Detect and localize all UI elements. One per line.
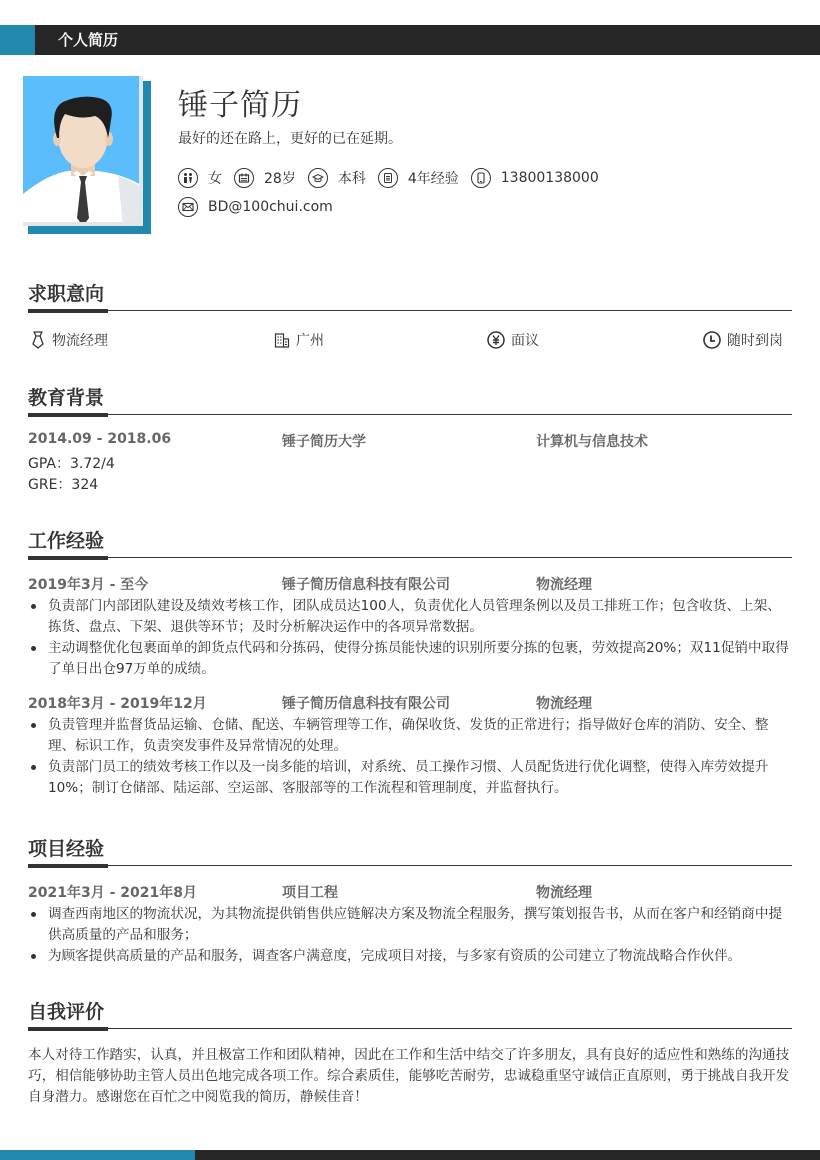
education-major: 计算机与信息技术 (536, 434, 648, 450)
age-value: 28岁 (264, 171, 296, 187)
list-item: 调查西南地区的物流状况，为其物流提供销售供应链解决方案及物流全程服务，撰写策划报告书，从而在客户和经销商中提供高质量的产品和服务； (28, 904, 792, 946)
section-title: 教育背景 (28, 387, 105, 409)
intent-salary: 面议 (487, 330, 539, 350)
section-header (28, 281, 792, 311)
document-icon (378, 168, 398, 188)
job-intent-row (28, 330, 792, 350)
experience-item (378, 168, 459, 188)
footer-bar (0, 1150, 820, 1160)
phone-item (471, 168, 599, 188)
gender-icon (178, 168, 198, 188)
experience-value: 4年经验 (407, 171, 459, 187)
project-bullets (28, 904, 792, 967)
list-item: 负责部门内部团队建设及绩效考核工作，团队成员达100人，负责优化人员管理条例以及员工排班工作；包含收货、上架、拣货、盘点、下架、退供等环节；及时分析解决运作中的各项异常数据。 (28, 596, 792, 638)
list-item: 主动调整优化包裹面单的卸货点代码和分拣码，使得分拣员能快速的识别所要分拣的包裹，劳效提高20%；双11促销中取得了单日出仓97万单的成绩。 (28, 638, 792, 680)
project-name: 项目工程 (282, 885, 338, 901)
intent-position: 物流经理 (30, 330, 108, 350)
job-role: 物流经理 (536, 577, 592, 593)
project-period: 2021年3月 - 2021年8月 (28, 885, 197, 901)
section-title: 项目经验 (28, 838, 105, 860)
section-job-intent (28, 281, 792, 311)
tie-icon (30, 331, 46, 349)
profile-info-row (178, 168, 611, 188)
section-self-eval (28, 999, 792, 1108)
job-period: 2018年3月 - 2019年12月 (28, 696, 207, 712)
yuan-icon (487, 331, 505, 349)
header-title: 个人简历 (58, 31, 119, 49)
list-item: 负责部门员工的绩效考核工作以及一岗多能的培训，对系统、员工操作习惯、人员配货进行优化调整，使得入库劳效提升10%；制订仓储部、陆运部、空运部、客服部等的工作流程和管理制度，并监督执行。 (28, 757, 792, 799)
header-accent (0, 25, 35, 55)
profile-contact-row (178, 197, 345, 217)
mail-icon (178, 197, 198, 217)
person-illustration-icon (23, 76, 143, 226)
email-value[interactable]: BD@100chui.com (208, 199, 333, 215)
job-bullets (28, 715, 792, 799)
self-eval-text: 本人对待工作踏实，认真，并且极富工作和团队精神，因此在工作和生活中结交了许多朋友，具有良好的适应性和熟练的沟通技巧，相信能够协助主管人员出色地完成各项工作。综合素质佳，能够吃苦耐劳，忠诚稳重坚守诚信正直原则，勇于挑战自我开发自身潜力。感谢您在百忙之中阅览我的简历，静候佳音！ (28, 1047, 790, 1105)
education-meta (28, 431, 792, 451)
project-role: 物流经理 (536, 885, 592, 901)
education-item (308, 168, 366, 188)
profile-name: 锤子简历 (178, 88, 302, 123)
job-meta (28, 574, 792, 594)
age-item (234, 168, 296, 188)
gender-value: 女 (208, 171, 222, 187)
avatar-photo (23, 76, 143, 226)
education-gpa: GPA：3.72/4 (28, 456, 115, 472)
education-period: 2014.09 - 2018.06 (28, 431, 172, 447)
email-item (178, 197, 333, 217)
avatar (23, 76, 151, 234)
section-projects (28, 836, 792, 967)
phone-icon (471, 168, 491, 188)
job-company: 锤子简历信息科技有限公司 (282, 696, 450, 712)
calendar-icon (234, 168, 254, 188)
job-period: 2019年3月 - 至今 (28, 577, 149, 593)
building-icon (274, 332, 290, 348)
graduation-cap-icon (308, 168, 328, 188)
section-header (28, 528, 792, 558)
education-value: 本科 (337, 171, 366, 187)
section-title: 工作经验 (28, 530, 105, 552)
section-header (28, 999, 792, 1029)
section-header (28, 385, 792, 415)
job-role: 物流经理 (536, 696, 592, 712)
section-title: 自我评价 (28, 1001, 105, 1023)
education-gre: GRE：324 (28, 477, 99, 493)
header-bar (0, 25, 820, 55)
section-title: 求职意向 (28, 283, 105, 305)
job-meta (28, 693, 792, 713)
intent-city: 广州 (274, 330, 324, 350)
intent-availability: 随时到岗 (703, 330, 783, 350)
section-work (28, 528, 792, 799)
section-header (28, 836, 792, 866)
section-education (28, 385, 792, 496)
clock-icon (703, 331, 721, 349)
job-bullets (28, 596, 792, 680)
profile-motto: 最好的还在路上，更好的已在延期。 (178, 131, 402, 147)
phone-value: 13800138000 (500, 170, 599, 186)
job-company: 锤子简历信息科技有限公司 (282, 577, 450, 593)
project-meta (28, 882, 792, 902)
footer-accent (0, 1150, 195, 1160)
list-item: 负责管理并监督货品运输、仓储、配送、车辆管理等工作，确保收货、发货的正常进行；指导做好仓库的消防、安全、整理、标识工作，负责突发事件及异常情况的处理。 (28, 715, 792, 757)
list-item: 为顾客提供高质量的产品和服务，调查客户满意度，完成项目对接，与多家有资质的公司建立了物流战略合作伙伴。 (28, 946, 792, 967)
education-school: 锤子简历大学 (282, 434, 366, 450)
gender-item (178, 168, 222, 188)
